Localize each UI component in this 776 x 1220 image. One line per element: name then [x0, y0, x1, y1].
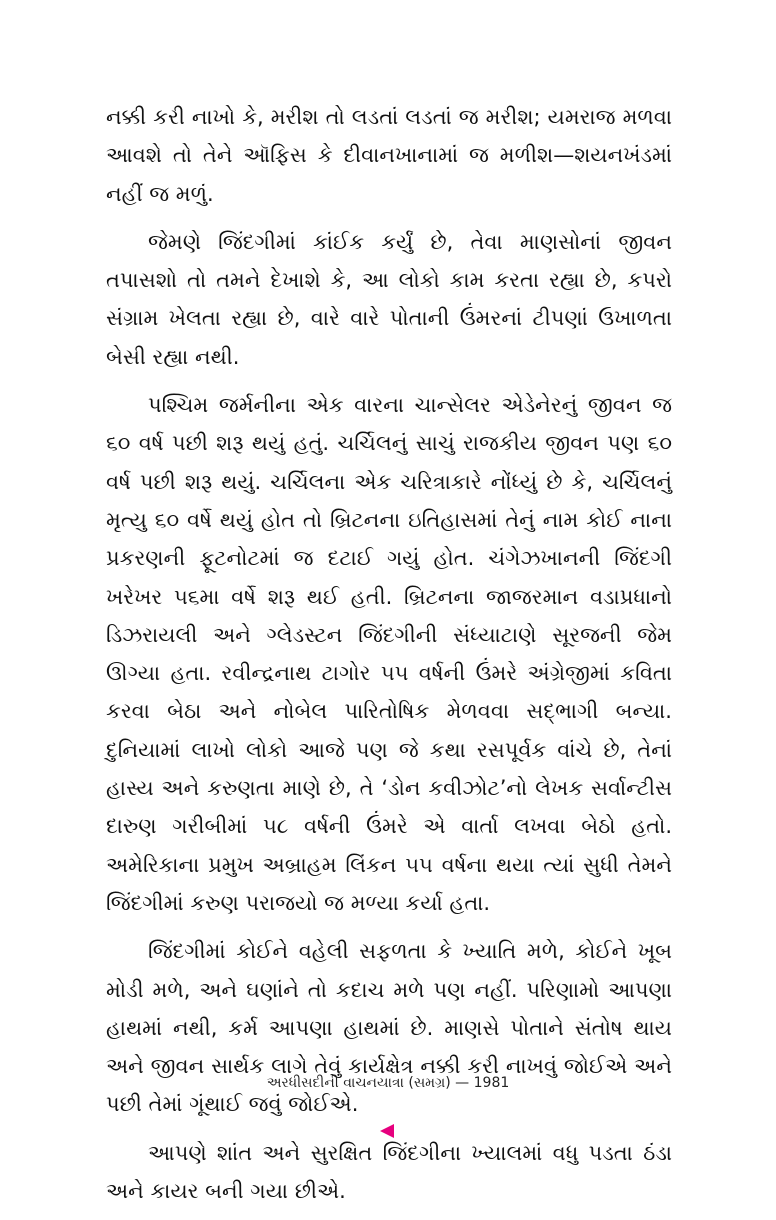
paragraph-4: જિંદગીમાં કોઈને વહેલી સફળતા કે ખ્યાતિ મળે, કોઈને ખૂબ મોડી મળે, અને ઘણાંને તો કદાચ મળે પણ નહીં. પરિણામો આપણા હાથમાં નથી, કર્મ આપણા હાથમાં છે. માણસે પોતાને સંતોષ થાય અને જીવન સાર્થક લાગે તેવું કાર્યક્ષેત્ર નક્કી કરી નાખવું જોઈએ અને પછી તેમાં ગૂંથાઈ જવું જોઈએ. [106, 939, 672, 1117]
page-footer: અરધીસદીની વાચનયાત્રા (સમગ્ર) — 1981 [266, 1075, 510, 1091]
paragraph-1: નક્કી કરી નાખો કે, મરીશ તો લડતાં લડતાં જ મરીશ; યમરાજ મળવા આવશે તો તેને ઑફિસ કે દીવાનખાનામાં જ મળીશ—શયનખંડમાં નહીં જ મળું. [106, 105, 672, 206]
paragraph-3: પશ્ચિમ જર્મનીના એક વારના ચાન્સેલર એડેનેરનું જીવન જ ૬૦ વર્ષ પછી શરૂ થયું હતું. ચર્ચિલનું સાચું રાજકીય જીવન પણ ૬૦ વર્ષ પછી શરૂ થયું. ચર્ચિલના એક ચરિત્રાકારે નોંધ્યું છે કે, ચર્ચિલનું મૃત્યુ ૬૦ વર્ષે થયું હોત તો બ્રિટનના ઇતિહાસમાં તેનું નામ કોઈ નાના પ્રકરણની ફૂટનોટમાં જ દટાઈ ગયું હોત. ચંગેઝખાનની જિંદગી ખરેખર ૫૬મા વર્ષે શરૂ થઈ હતી. બ્રિટનના જાજરમાન વડાપ્રધાનો ડિઝરાયલી અને ગ્લેડસ્ટન જિંદગીની સંધ્યાટાણે સૂરજની જેમ ઊગ્યા હતા. રવીન્દ્રનાથ ટાગોર ૫૫ વર્ષની ઉંમરે અંગ્રેજીમાં કવિતા કરવા બેઠા અને નોબેલ પારિતોષિક મેળવવા સદ્ભાગી બન્યા. દુનિયામાં લાખો લોકો આજે પણ જે કથા રસપૂર્વક વાંચે છે, તેનાં હાસ્ય અને કરુણતા માણે છે, તે ‘ડોન કવીઝોટ’નો લેખક સર્વાન્ટીસ દારુણ ગરીબીમાં ૫૮ વર્ષની ઉંમરે એ વાર્તા લખવા બેઠો હતો. અમેરિકાના પ્રમુખ અબ્રાહમ લિંકન ૫૫ વર્ષના થયા ત્યાં સુધી તેમને જિંદગીમાં કરુણ પરાજયો જ મળ્યા કર્યા હતા. [106, 393, 672, 915]
previous-page-triangle-icon[interactable] [380, 1124, 394, 1138]
page-body [106, 98, 672, 1220]
paragraph-2: જેમણે જિંદગીમાં કાંઈક કર્યું છે, તેવા માણસોનાં જીવન તપાસશો તો તમને દેખાશે કે, આ લોકો કામ કરતા રહ્યા છે, કપરો સંગ્રામ ખેલતા રહ્યા છે, વારે વારે પોતાની ઉંમરનાં ટીપણાં ઉખાળતા બેસી રહ્યા નથી. [106, 229, 672, 369]
paragraph-5: આપણે શાંત અને સુરક્ષિત જિંદગીના ખ્યાલમાં વધુ પડતા ઠંડા અને કાયર બની ગયા છીએ. [106, 1140, 672, 1204]
